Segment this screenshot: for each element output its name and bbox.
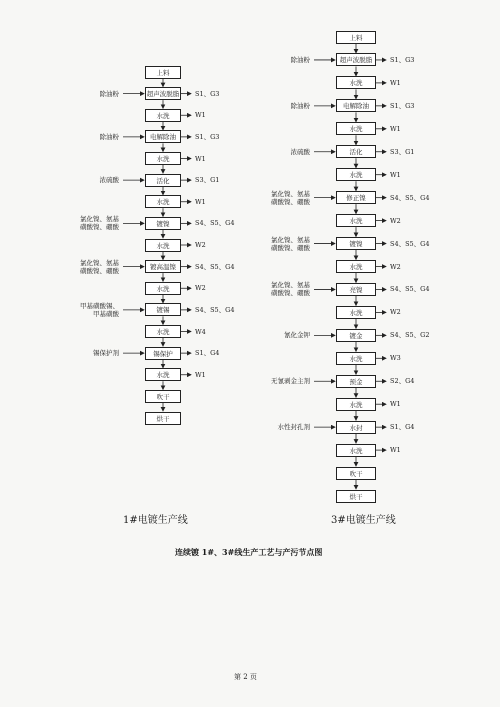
pollutant-output-label: S4、S5、G4 bbox=[195, 262, 235, 271]
pollutant-output-label: S4、S5、G4 bbox=[390, 285, 430, 294]
chemical-input-label: 除油粉 bbox=[99, 132, 119, 141]
process-step-box: 镀锡 bbox=[145, 303, 181, 316]
process-step-box: 吹干 bbox=[336, 467, 376, 480]
pollutant-output-label: W1 bbox=[195, 111, 206, 120]
pollutant-output-label: S4、S5、G4 bbox=[195, 305, 235, 314]
process-step-box: 镀高温镍 bbox=[145, 260, 181, 273]
chemical-input-label: 浓硫酸 bbox=[99, 176, 119, 185]
pollutant-output-label: W2 bbox=[390, 262, 401, 271]
pollutant-output-label: W2 bbox=[390, 216, 401, 225]
pollutant-output-label: S1、G3 bbox=[195, 89, 220, 98]
pollutant-output-label: S1、G3 bbox=[195, 132, 220, 141]
chemical-input-label: 除油粉 bbox=[99, 89, 119, 98]
process-step-box: 水封 bbox=[336, 421, 376, 434]
process-step-box: 水洗 bbox=[336, 168, 376, 181]
chemical-input-label: 锡保护剂 bbox=[93, 349, 119, 358]
process-step-box: 镀镍 bbox=[336, 237, 376, 250]
process-step-box: 水洗 bbox=[336, 122, 376, 135]
chemical-input-label: 除油粉 bbox=[290, 101, 310, 110]
process-step-box: 镀金 bbox=[336, 329, 376, 342]
pollutant-output-label: W3 bbox=[390, 354, 401, 363]
process-step-box: 预金 bbox=[336, 375, 376, 388]
chemical-input-label: 氯化镍、氨基 磺酸镍、硼酸 bbox=[80, 215, 119, 232]
pollutant-output-label: W1 bbox=[390, 78, 401, 87]
pollutant-output-label: W1 bbox=[390, 170, 401, 179]
process-step-box: 活化 bbox=[145, 174, 181, 187]
chemical-input-label: 氯化镍、氨基 磺酸镍、硼酸 bbox=[271, 189, 310, 206]
process-step-box: 水洗 bbox=[336, 214, 376, 227]
process-step-box: 修正镍 bbox=[336, 191, 376, 204]
chemical-input-label: 浓硫酸 bbox=[290, 147, 310, 156]
process-step-box: 水洗 bbox=[336, 352, 376, 365]
pollutant-output-label: W2 bbox=[195, 241, 206, 249]
process-step-box: 水洗 bbox=[145, 239, 181, 252]
process-step-box: 上料 bbox=[336, 31, 376, 44]
process-step-box: 水洗 bbox=[145, 368, 181, 381]
chemical-input-label: 甲基磺酸锡、 甲基磺酸 bbox=[80, 301, 119, 318]
pollutant-output-label: S3、G1 bbox=[390, 147, 415, 156]
pollutant-output-label: S4、S5、G4 bbox=[390, 193, 430, 202]
process-step-box: 锡保护 bbox=[145, 347, 181, 360]
chemical-input-label: 氰化金钾 bbox=[284, 331, 310, 340]
process-step-box: 水洗 bbox=[336, 306, 376, 319]
pollutant-output-label: W1 bbox=[195, 197, 206, 206]
pollutant-output-label: S1、G4 bbox=[390, 423, 415, 432]
chemical-input-label: 无氰剥金主剂 bbox=[271, 377, 310, 386]
process-step-box: 水洗 bbox=[145, 109, 181, 122]
process-step-box: 吹干 bbox=[145, 390, 181, 403]
process-step-box: 烘干 bbox=[145, 412, 181, 425]
pollutant-output-label: S1、G4 bbox=[195, 349, 220, 358]
page-number: 第 2 页 bbox=[234, 673, 257, 681]
chemical-input-label: 除油粉 bbox=[290, 55, 310, 64]
process-step-box: 水洗 bbox=[145, 195, 181, 208]
figure-title: 连续镀 1#、3#线生产工艺与产污节点图 bbox=[175, 547, 323, 557]
pollutant-output-label: S1、G3 bbox=[390, 101, 415, 110]
pollutant-output-label: S3、G1 bbox=[195, 176, 220, 185]
chemical-input-label: 水性封孔剂 bbox=[277, 423, 310, 432]
pollutant-output-label: W1 bbox=[390, 400, 401, 409]
process-step-box: 超声波脱脂 bbox=[336, 53, 376, 66]
process-step-box: 上料 bbox=[145, 66, 181, 79]
pollutant-output-label: S4、S5、G4 bbox=[390, 239, 430, 248]
process-step-box: 超声波脱脂 bbox=[145, 87, 181, 100]
process-step-box: 水洗 bbox=[336, 398, 376, 411]
process-step-box: 电解除油 bbox=[145, 130, 181, 143]
process-step-box: 活化 bbox=[336, 145, 376, 158]
process-step-box: 水洗 bbox=[336, 76, 376, 89]
pollutant-output-label: W1 bbox=[390, 446, 401, 455]
process-step-box: 水洗 bbox=[145, 152, 181, 165]
pollutant-output-label: S4、S5、G2 bbox=[390, 331, 430, 340]
pollutant-output-label: W1 bbox=[195, 370, 206, 379]
chemical-input-label: 氯化镍、氨基 磺酸镍、硼酸 bbox=[80, 258, 119, 275]
process-step-box: 水洗 bbox=[145, 282, 181, 295]
pollutant-output-label: W2 bbox=[390, 308, 401, 317]
process-step-box: 水洗 bbox=[336, 444, 376, 457]
pollutant-output-label: W1 bbox=[390, 124, 401, 133]
process-step-box: 镀镍 bbox=[145, 217, 181, 230]
pollutant-output-label: W1 bbox=[195, 154, 206, 163]
pollutant-output-label: S1、G3 bbox=[390, 55, 415, 64]
line1-caption: 1#电镀生产线 bbox=[123, 515, 188, 526]
pollutant-output-label: W2 bbox=[195, 284, 206, 293]
process-step-box: 水洗 bbox=[336, 260, 376, 273]
line3-caption: 3#电镀生产线 bbox=[331, 515, 396, 526]
process-step-box: 电解除油 bbox=[336, 99, 376, 112]
pollutant-output-label: S2、G4 bbox=[390, 377, 415, 386]
pollutant-output-label: S4、S5、G4 bbox=[195, 219, 235, 228]
chemical-input-label: 氯化镍、氨基 磺酸镍、硼酸 bbox=[271, 235, 310, 252]
pollutant-output-label: W4 bbox=[195, 327, 206, 336]
process-step-box: 烘干 bbox=[336, 490, 376, 503]
chemical-input-label: 氯化镍、氨基 磺酸镍、硼酸 bbox=[271, 281, 310, 298]
process-step-box: 水洗 bbox=[145, 325, 181, 338]
process-step-box: 亮镍 bbox=[336, 283, 376, 296]
